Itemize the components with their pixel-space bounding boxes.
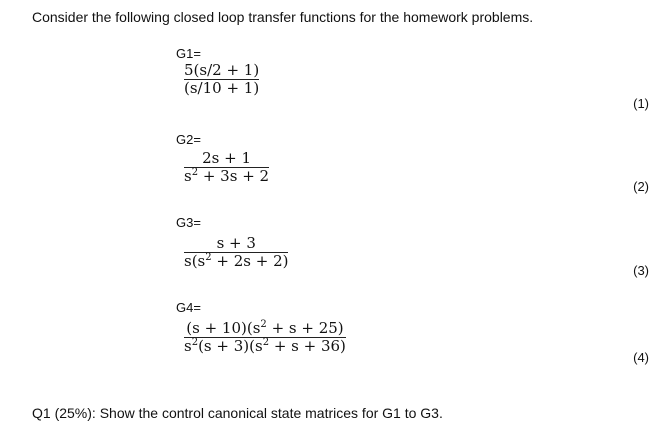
g2-label: G2= xyxy=(176,132,201,147)
g4-label: G4= xyxy=(176,300,201,315)
question-q1: Q1 (25%): Show the control canonical state matrices for G1 to G3. xyxy=(32,405,443,421)
g4-denominator: $s^2(s + 3)(s^2 + s + 36)$ xyxy=(184,337,346,355)
g1-numerator: 5(s/2 + 1) xyxy=(184,61,260,79)
g3-numerator: s + 3 xyxy=(216,234,256,252)
eq-number-4: (4) xyxy=(633,350,649,365)
g2-denominator: $s^2 + 3s + 2$ xyxy=(184,167,270,185)
eq-number-1: (1) xyxy=(633,96,649,111)
g3-fraction xyxy=(184,235,288,270)
g3-denominator: $s(s^2 + 2s + 2)$ xyxy=(184,252,289,270)
intro-text: Consider the following closed loop transfer functions for the homework problems. xyxy=(32,9,534,25)
g1-denominator: (s/10 + 1) xyxy=(184,79,260,97)
g4-fraction xyxy=(184,320,346,355)
g2-fraction xyxy=(184,150,269,185)
g1-label: G1= xyxy=(176,46,201,61)
eq-number-3: (3) xyxy=(633,263,649,278)
eq-number-2: (2) xyxy=(633,179,649,194)
g2-numerator: 2s + 1 xyxy=(202,149,251,167)
g3-label: G3= xyxy=(176,215,201,230)
g4-numerator: $(s + 10)(s^2 + s + 25)$ xyxy=(186,319,344,337)
g1-fraction xyxy=(184,62,259,97)
